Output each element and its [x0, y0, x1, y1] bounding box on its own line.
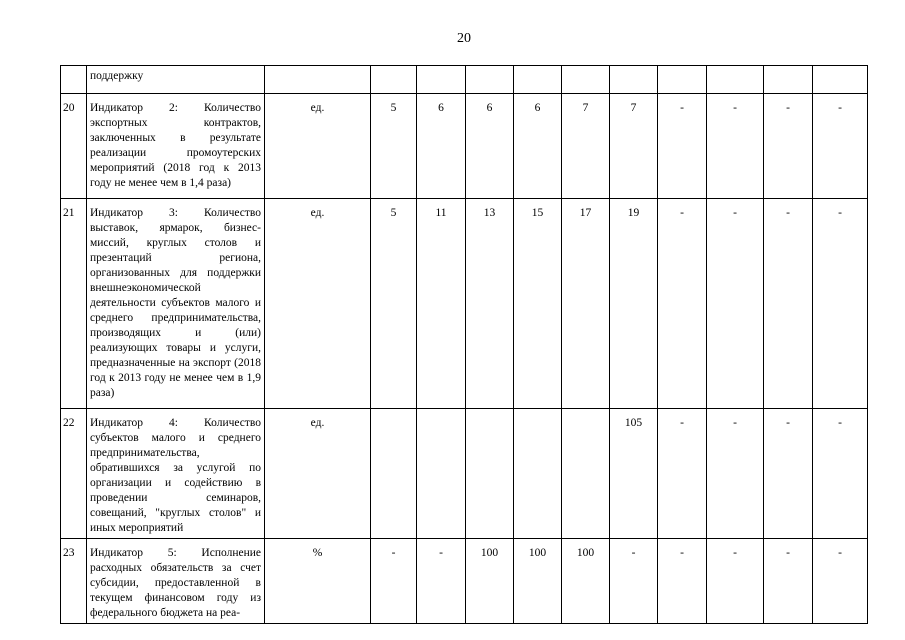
value-cell-text: [514, 409, 561, 418]
value-cell: [466, 199, 514, 409]
indicator-name-cell-text: Индикатор 4: Количество субъектов малого и среднего предпринимательства, обратившихся за услугой по организации и содействию в проведении семинаров, совещаний, "круглых столов" и иных мероприятий: [90, 417, 261, 534]
unit-cell-text: [265, 66, 370, 71]
unit-cell-text: ед.: [310, 102, 325, 114]
row-number-cell: [61, 409, 87, 539]
value-cell-text: 15: [531, 207, 544, 219]
value-cell-text: 13: [483, 207, 496, 219]
unit-cell-text: ед.: [310, 207, 325, 219]
value-cell-text: [514, 66, 561, 71]
value-cell: [371, 539, 417, 624]
value-cell: [658, 94, 707, 199]
value-cell: [371, 409, 417, 539]
row-number-cell-text: 23: [63, 547, 75, 559]
unit-cell: [265, 539, 371, 624]
table-row: [61, 539, 868, 624]
value-cell-text: -: [680, 547, 684, 559]
value-cell-text: -: [786, 417, 790, 429]
value-cell: [813, 66, 868, 94]
indicator-name-cell: [87, 66, 265, 94]
value-cell: [371, 94, 417, 199]
value-cell-text: -: [838, 102, 842, 114]
value-cell-text: -: [680, 207, 684, 219]
unit-cell: [265, 66, 371, 94]
value-cell: [764, 199, 813, 409]
value-cell-text: 5: [390, 102, 397, 114]
value-cell: [707, 199, 764, 409]
value-cell: [764, 539, 813, 624]
unit-cell: [265, 199, 371, 409]
table-row: [61, 94, 868, 199]
value-cell: [610, 409, 658, 539]
value-cell-text: 7: [582, 102, 589, 114]
value-cell-text: [610, 66, 657, 71]
value-cell: [658, 199, 707, 409]
value-cell-text: -: [733, 417, 737, 429]
value-cell-text: -: [391, 547, 396, 559]
value-cell-text: -: [838, 547, 842, 559]
value-cell-text: -: [786, 102, 790, 114]
unit-cell: [265, 409, 371, 539]
value-cell: [417, 409, 466, 539]
table-row: [61, 199, 868, 409]
indicator-name-cell: [87, 409, 265, 539]
value-cell: [562, 94, 610, 199]
value-cell: [371, 199, 417, 409]
value-cell: [466, 94, 514, 199]
value-cell: [466, 66, 514, 94]
value-cell-text: [466, 66, 513, 71]
value-cell-text: -: [733, 547, 737, 559]
value-cell-text: -: [786, 207, 790, 219]
value-cell-text: 7: [630, 102, 637, 114]
value-cell: [610, 199, 658, 409]
value-cell: [562, 409, 610, 539]
unit-cell-text: %: [312, 547, 323, 559]
value-cell-text: 6: [486, 102, 493, 114]
value-cell-text: 17: [579, 207, 592, 219]
value-cell-text: -: [631, 547, 636, 559]
value-cell: [813, 409, 868, 539]
value-cell: [514, 199, 562, 409]
row-number-cell-text: [61, 66, 86, 71]
indicator-name-cell-text: поддержку: [90, 70, 144, 82]
page-number: 20: [457, 31, 471, 46]
value-cell-text: -: [733, 102, 737, 114]
value-cell: [562, 66, 610, 94]
value-cell: [417, 66, 466, 94]
unit-cell: [265, 94, 371, 199]
value-cell: [764, 94, 813, 199]
value-cell-text: [466, 409, 513, 418]
value-cell: [562, 199, 610, 409]
value-cell: [658, 539, 707, 624]
indicator-name-cell: [87, 94, 265, 199]
value-cell: [514, 66, 562, 94]
value-cell-text: -: [838, 207, 842, 219]
unit-cell-text: ед.: [310, 417, 325, 429]
row-number-cell: [61, 66, 87, 94]
value-cell: [371, 66, 417, 94]
value-cell-text: [813, 66, 867, 71]
value-cell-text: [764, 66, 812, 71]
indicator-name-cell-text: Индикатор 5: Исполнение расходных обязательств за счет субсидии, предоставленной в текущем финансовом году из федерального бюджета на реа-: [90, 547, 261, 619]
table-body: [61, 66, 868, 624]
table-row: [61, 66, 868, 94]
value-cell: [514, 539, 562, 624]
value-cell-text: -: [439, 547, 443, 559]
indicator-name-cell: [87, 199, 265, 409]
value-cell-text: [371, 66, 416, 71]
row-number-cell-text: 22: [63, 417, 75, 429]
value-cell: [610, 66, 658, 94]
value-cell-text: 19: [627, 207, 640, 219]
value-cell-text: [658, 66, 706, 71]
value-cell-text: [562, 409, 609, 418]
value-cell-text: 100: [480, 547, 499, 559]
value-cell-text: [371, 409, 416, 418]
value-cell-text: -: [680, 102, 684, 114]
value-cell-text: 6: [534, 102, 541, 114]
row-number-cell-text: 20: [63, 102, 75, 114]
indicator-name-cell-text: Индикатор 3: Количество выставок, ярмарок, бизнес-миссий, круглых столов и презентаций региона, организованных для поддержки внешнеэкономической деятельности субъектов малого и среднего предпринимательства, производящих и (или) реализующих товары и услуги, предназначенные на экспорт (2018 год к 2013 году не менее чем в 1,9 раза): [90, 207, 261, 399]
value-cell-text: 100: [576, 547, 595, 559]
row-number-cell: [61, 539, 87, 624]
value-cell: [707, 409, 764, 539]
indicator-name-cell: [87, 539, 265, 624]
value-cell: [658, 66, 707, 94]
row-number-cell-text: 21: [63, 207, 75, 219]
row-number-cell: [61, 199, 87, 409]
value-cell: [707, 66, 764, 94]
table-row: [61, 409, 868, 539]
indicator-name-cell-text: Индикатор 2: Количество экспортных контрактов, заключенных в результате реализации промоутерских мероприятий (2018 год к 2013 году не менее чем в 1,4 раза): [90, 102, 261, 189]
value-cell-text: 11: [435, 207, 447, 219]
value-cell: [813, 539, 868, 624]
value-cell: [658, 409, 707, 539]
value-cell: [466, 409, 514, 539]
value-cell: [707, 539, 764, 624]
value-cell: [562, 539, 610, 624]
value-cell: [707, 94, 764, 199]
row-number-cell: [61, 94, 87, 199]
value-cell-text: 6: [438, 102, 444, 114]
value-cell-text: -: [680, 417, 684, 429]
value-cell: [764, 409, 813, 539]
value-cell-text: [562, 66, 609, 71]
value-cell-text: -: [786, 547, 790, 559]
value-cell-text: [707, 66, 763, 71]
value-cell: [610, 539, 658, 624]
value-cell-text: -: [838, 417, 842, 429]
value-cell-text: 5: [390, 207, 397, 219]
value-cell: [466, 539, 514, 624]
value-cell: [813, 199, 868, 409]
value-cell-text: -: [733, 207, 737, 219]
value-cell: [514, 94, 562, 199]
value-cell: [813, 94, 868, 199]
value-cell: [514, 409, 562, 539]
value-cell: [764, 66, 813, 94]
value-cell-text: 105: [624, 417, 643, 429]
value-cell-text: [417, 409, 465, 418]
value-cell: [610, 94, 658, 199]
value-cell-text: [417, 66, 465, 71]
value-cell-text: 100: [528, 547, 547, 559]
value-cell: [417, 539, 466, 624]
value-cell: [417, 94, 466, 199]
value-cell: [417, 199, 466, 409]
indicators-table: [60, 65, 868, 624]
